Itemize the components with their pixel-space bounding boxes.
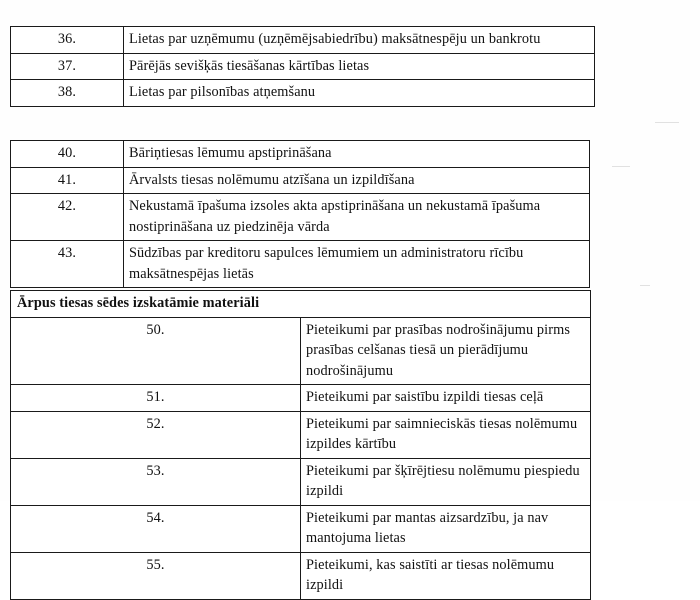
row-number-cell: 36.	[11, 27, 124, 54]
row-text-cell: Nekustamā īpašuma izsoles akta apstiprināšana un nekustamā īpašuma nostiprināšana uz piedzinēja vārda	[124, 194, 590, 241]
row-text-cell: Pieteikumi par saimnieciskās tiesas nolēmumu izpildes kārtību	[301, 411, 591, 458]
row-number-cell: 54.	[11, 505, 301, 552]
table-row	[11, 411, 591, 458]
row-text-cell: Pieteikumi par saistību izpildi tiesas ceļā	[301, 385, 591, 412]
table-row	[11, 552, 591, 599]
scan-artifact	[655, 122, 679, 123]
table-row	[11, 141, 590, 168]
row-number-cell: 51.	[11, 385, 301, 412]
scan-artifact	[612, 166, 630, 167]
court-cases-table-middle	[10, 140, 590, 288]
row-text-cell: Pārējās sevišķās tiesāšanas kārtības lietas	[124, 53, 595, 80]
row-number-cell: 42.	[11, 194, 124, 241]
row-text-cell: Pieteikumi, kas saistīti ar tiesas nolēmumu izpildi	[301, 552, 591, 599]
row-text-cell: Ārvalsts tiesas nolēmumu atzīšana un izpildīšana	[124, 167, 590, 194]
table-row	[11, 194, 590, 241]
court-cases-table-upper	[10, 26, 595, 107]
row-text-cell: Lietas par pilsonības atņemšanu	[124, 80, 595, 107]
scan-artifact	[640, 285, 650, 286]
table-row	[11, 505, 591, 552]
row-number-cell: 43.	[11, 241, 124, 288]
table-row	[11, 458, 591, 505]
row-number-cell: 53.	[11, 458, 301, 505]
row-number-cell: 55.	[11, 552, 301, 599]
table-row	[11, 27, 595, 54]
row-number-cell: 52.	[11, 411, 301, 458]
table-row	[11, 317, 591, 385]
row-number-cell: 50.	[11, 317, 301, 385]
court-cases-table-lower	[10, 290, 591, 600]
row-text-cell: Bāriņtiesas lēmumu apstiprināšana	[124, 141, 590, 168]
table-row	[11, 167, 590, 194]
row-number-cell: 41.	[11, 167, 124, 194]
table-row	[11, 385, 591, 412]
table-header-row	[11, 291, 591, 318]
row-number-cell: 37.	[11, 53, 124, 80]
row-text-cell: Pieteikumi par šķīrējtiesu nolēmumu piespiedu izpildi	[301, 458, 591, 505]
row-text-cell: Sūdzības par kreditoru sapulces lēmumiem un administratoru rīcību maksātnespējas lietās	[124, 241, 590, 288]
row-text-cell: Pieteikumi par mantas aizsardzību, ja nav mantojuma lietas	[301, 505, 591, 552]
row-number-cell: 38.	[11, 80, 124, 107]
table-row	[11, 53, 595, 80]
table-row	[11, 80, 595, 107]
table-row	[11, 241, 590, 288]
row-number-cell: 40.	[11, 141, 124, 168]
table-section-header: Ārpus tiesas sēdes izskatāmie materiāli	[11, 291, 591, 318]
row-text-cell: Pieteikumi par prasības nodrošinājumu pirms prasības celšanas tiesā un pierādījumu nodrošinājumu	[301, 317, 591, 385]
row-text-cell: Lietas par uzņēmumu (uzņēmējsabiedrību) maksātnespēju un bankrotu	[124, 27, 595, 54]
